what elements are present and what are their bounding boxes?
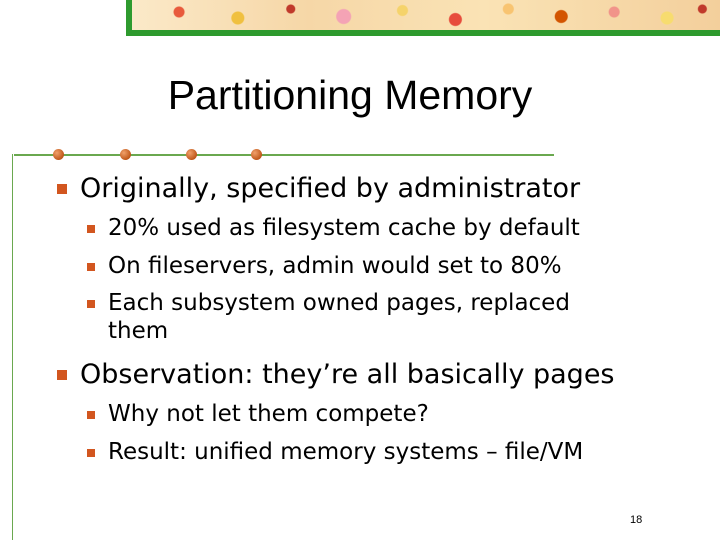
bullet-marker (57, 184, 67, 194)
divider-dot (251, 149, 262, 160)
bullet-text: Originally, specified by administrator (80, 173, 581, 204)
sub-bullet-text: 20% used as filesystem cache by default (108, 215, 580, 241)
sub-bullet-text: Why not let them compete? (108, 401, 429, 427)
bullet-text: Observation: they’re all basically pages (80, 359, 615, 390)
sub-bullet-text: Each subsystem owned pages, replaced (108, 290, 570, 316)
bullet-marker (57, 370, 67, 380)
page-number: 18 (630, 514, 643, 526)
sub-bullet-marker (87, 300, 95, 308)
sub-bullet-text: Result: unified memory systems – file/VM (108, 439, 584, 465)
decorative-banner-image (132, 0, 720, 30)
sub-bullet-marker (87, 449, 95, 457)
sub-bullet-text-continued: them (108, 318, 169, 344)
sub-bullet-text: On fileservers, admin would set to 80% (108, 253, 562, 279)
sub-bullet-marker (87, 411, 95, 419)
sub-bullet-marker (87, 263, 95, 271)
title-divider (14, 154, 554, 156)
slide-title: Partitioning Memory (167, 72, 533, 118)
sub-bullet-marker (87, 225, 95, 233)
divider-dot (120, 149, 131, 160)
divider-dot (186, 149, 197, 160)
left-divider (12, 154, 13, 540)
divider-dot (53, 149, 64, 160)
